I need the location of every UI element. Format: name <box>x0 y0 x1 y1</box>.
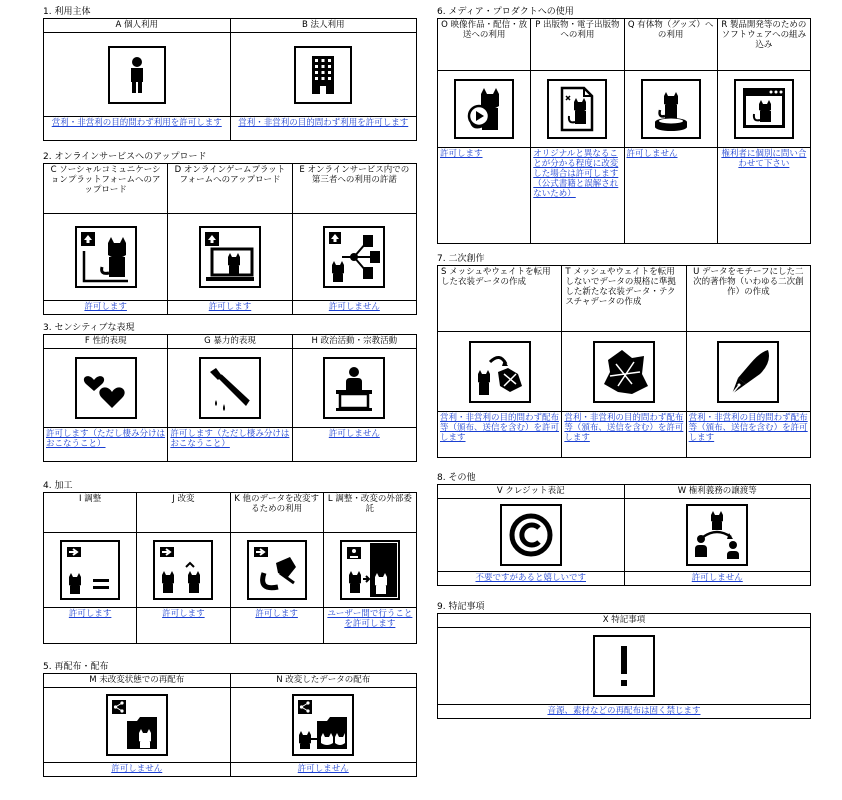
cell-status: 許可しません <box>231 762 417 776</box>
section-title: 6. メディア・プロダクトへの使用 <box>437 7 574 17</box>
pen-nib-icon <box>717 341 779 403</box>
section-title: 9. 特記事項 <box>437 602 485 612</box>
cell-header: I 調整 <box>44 493 136 533</box>
hearts-icon <box>75 357 137 419</box>
cell-header: T メッシュやウェイトを転用しないでデータの規格に準拠した新たな衣装データ・テクスチャデータの作成 <box>562 266 685 332</box>
license-cell-m <box>44 674 231 776</box>
section-sensitive-expression <box>43 322 417 462</box>
cell-header: G 暴力的表現 <box>168 335 291 349</box>
section-special-notes <box>437 601 811 719</box>
figure-goods-icon <box>641 79 701 139</box>
license-cell-e <box>293 164 416 314</box>
license-cell-a <box>44 19 231 140</box>
license-cell-o <box>438 19 531 243</box>
section-title: 4. 加工 <box>43 481 73 491</box>
cell-header: W 権利義務の譲渡等 <box>625 485 811 499</box>
cell-status: 許可します <box>438 147 530 243</box>
cell-header: B 法人利用 <box>231 19 417 33</box>
cell-status: 許可しません <box>625 571 811 585</box>
upload-game-icon <box>199 226 261 288</box>
cell-status: 許可しません <box>44 762 230 776</box>
distribute-modified-icon <box>292 694 354 756</box>
cell-header: Q 有体物（グッズ）への利用 <box>625 19 717 71</box>
license-grid <box>43 492 417 644</box>
share-third-party-icon <box>323 226 385 288</box>
section-title: 2. オンラインサービスへのアップロード <box>43 152 207 162</box>
cell-header: P 出版物・電子出版物への利用 <box>531 19 623 71</box>
cell-status: 許可します <box>137 607 229 643</box>
license-cell-h <box>293 335 416 461</box>
section-processing <box>43 480 417 644</box>
cell-header: V クレジット表記 <box>438 485 624 499</box>
license-cell-u <box>687 266 810 457</box>
cell-status: 権利者に個別に問い合わせて下さい <box>718 147 810 243</box>
section-title: 7. 二次創作 <box>437 254 485 264</box>
copyright-icon <box>500 504 562 566</box>
cell-status: 不要ですがあると嬉しいです <box>438 571 624 585</box>
license-cell-w <box>625 485 811 585</box>
license-grid <box>43 334 417 462</box>
cell-status: 許可します（ただし棲み分けはおこなうこと） <box>168 427 291 461</box>
video-play-icon <box>454 79 514 139</box>
cell-status: 音源、素材などの再配布は固く禁じます <box>438 704 810 718</box>
section-title: 5. 再配布・配布 <box>43 662 109 672</box>
license-cell-b <box>231 19 417 140</box>
license-grid <box>43 18 417 141</box>
license-cell-g <box>168 335 292 461</box>
upload-social-icon <box>75 226 137 288</box>
cell-status: 許可します <box>168 300 291 314</box>
cell-header: J 改変 <box>137 493 229 533</box>
cell-status: 許可します <box>231 607 323 643</box>
cell-status: 許可します（ただし棲み分けはおこなうこと） <box>44 427 167 461</box>
use-for-other-data-icon <box>247 540 307 600</box>
cell-header: A 個人利用 <box>44 19 230 33</box>
cell-header: L 調整・改変の外部委託 <box>324 493 416 533</box>
cell-header: N 改変したデータの配布 <box>231 674 417 688</box>
license-cell-v <box>438 485 625 585</box>
section-title: 1. 利用主体 <box>43 7 91 17</box>
cell-status: 営利・非営利の目的問わず利用を許可します <box>44 116 230 140</box>
outsource-icon <box>340 540 400 600</box>
license-grid <box>43 163 417 315</box>
cell-header: K 他のデータを改変するための利用 <box>231 493 323 533</box>
cell-status: ユーザー間で行うことを許可します <box>324 607 416 643</box>
cell-header: C ソーシャルコミュニケーションプラットフォームへのアップロード <box>44 164 167 214</box>
license-cell-r <box>718 19 810 243</box>
exclamation-icon <box>593 635 655 697</box>
license-cell-t <box>562 266 686 457</box>
cell-status: 営利・非営利の目的問わず利用を許可します <box>231 116 417 140</box>
license-cell-d <box>168 164 292 314</box>
redistribute-icon <box>106 694 168 756</box>
section-title: 8. その他 <box>437 473 476 483</box>
cell-status: 許可しません <box>293 427 416 461</box>
outfit-transfer-icon <box>469 341 531 403</box>
office-building-icon <box>294 46 352 104</box>
cell-header: X 特記事項 <box>438 614 810 628</box>
cell-status: オリジナルと異なることが分かる程度に改変した場合は許可します（公式書籍と誤解されないため） <box>531 147 623 243</box>
software-window-icon <box>734 79 794 139</box>
license-cell-x <box>438 614 810 718</box>
transfer-rights-icon <box>686 504 748 566</box>
license-cell-c <box>44 164 168 314</box>
cell-header: F 性的表現 <box>44 335 167 349</box>
cell-status: 営利・非営利の目的問わず配布等（頒布、送信を含む）を許可します <box>438 411 561 457</box>
cell-status: 許可します <box>44 300 167 314</box>
license-cell-j <box>137 493 230 643</box>
cell-header: H 政治活動・宗教活動 <box>293 335 416 349</box>
license-grid <box>437 18 811 244</box>
cell-status: 営利・非営利の目的問わず配布等（頒布、送信を含む）を許可します <box>562 411 685 457</box>
adjust-icon <box>60 540 120 600</box>
license-grid <box>437 265 811 458</box>
section-other <box>437 472 811 586</box>
license-cell-i <box>44 493 137 643</box>
license-cell-p <box>531 19 624 243</box>
cell-header: O 映像作品・配信・放送への利用 <box>438 19 530 71</box>
cell-status: 許可します <box>44 607 136 643</box>
modify-icon <box>153 540 213 600</box>
cell-status: 営利・非営利の目的問わず配布等（頒布、送信を含む）を許可します <box>687 411 810 457</box>
document-icon <box>547 79 607 139</box>
license-cell-k <box>231 493 324 643</box>
license-cell-s <box>438 266 562 457</box>
section-title: 3. センシティブな表現 <box>43 323 135 333</box>
license-cell-f <box>44 335 168 461</box>
license-grid <box>437 484 811 586</box>
section-derivative-works <box>437 253 811 458</box>
new-outfit-icon <box>593 341 655 403</box>
section-media-product <box>437 6 811 244</box>
license-grid <box>43 673 417 777</box>
section-redistribution <box>43 661 417 777</box>
cell-header: D オンラインゲームプラットフォームへのアップロード <box>168 164 291 214</box>
section-online-upload <box>43 151 417 315</box>
cell-status: 許可しません <box>625 147 717 243</box>
section-usage-subject <box>43 6 417 141</box>
license-cell-n <box>231 674 417 776</box>
cell-header: E オンラインサービス内での第三者への利用の許諾 <box>293 164 416 214</box>
license-grid <box>437 613 811 719</box>
cell-header: S メッシュやウェイトを転用した衣装データの作成 <box>438 266 561 332</box>
person-icon <box>108 46 166 104</box>
cell-header: R 製品開発等のためのソフトウェアへの組み込み <box>718 19 810 71</box>
license-cell-l <box>324 493 416 643</box>
knife-icon <box>199 357 261 419</box>
podium-speaker-icon <box>323 357 385 419</box>
cell-status: 許可しません <box>293 300 416 314</box>
license-cell-q <box>625 19 718 243</box>
cell-header: M 未改変状態での再配布 <box>44 674 230 688</box>
cell-header: U データをモチーフにした二次的著作物（いわゆる二次創作）の作成 <box>687 266 810 332</box>
